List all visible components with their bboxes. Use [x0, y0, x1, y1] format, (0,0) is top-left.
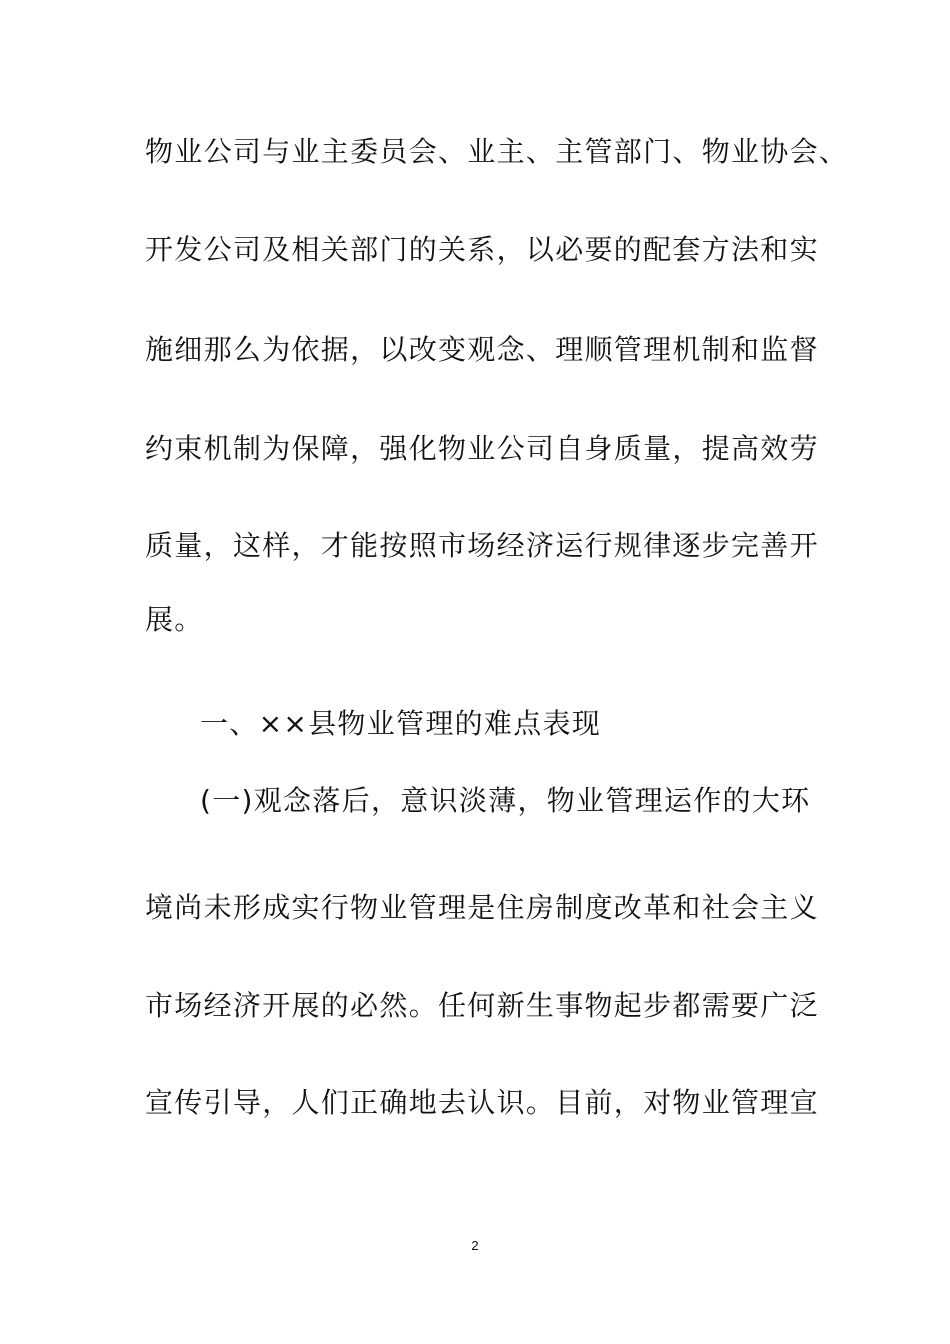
body-text-line: 施细那么为依据，以改变观念、理顺管理机制和监督: [145, 333, 819, 366]
body-text-line: 约束机制为保障，强化物业公司自身质量，提高效劳: [145, 432, 819, 465]
section-heading: 一、××县物业管理的难点表现: [200, 707, 602, 740]
body-text-line: 市场经济开展的必然。任何新生事物起步都需要广泛: [145, 989, 819, 1022]
subsection-heading: (一)观念落后，意识淡薄，物业管理运作的大环: [200, 784, 811, 817]
page-number: 2: [471, 1238, 479, 1253]
body-text-line: 境尚未形成实行物业管理是住房制度改革和社会主义: [145, 891, 819, 924]
body-text-line: 展。: [145, 603, 204, 636]
body-text-line: 宣传引导，人们正确地去认识。目前，对物业管理宣: [145, 1086, 819, 1119]
body-text-line: 质量，这样，才能按照市场经济运行规律逐步完善开: [145, 529, 819, 562]
body-text-line: 物业公司与业主委员会、业主、主管部门、物业协会、: [145, 135, 849, 168]
body-text-line: 开发公司及相关部门的关系，以必要的配套方法和实: [145, 233, 819, 266]
